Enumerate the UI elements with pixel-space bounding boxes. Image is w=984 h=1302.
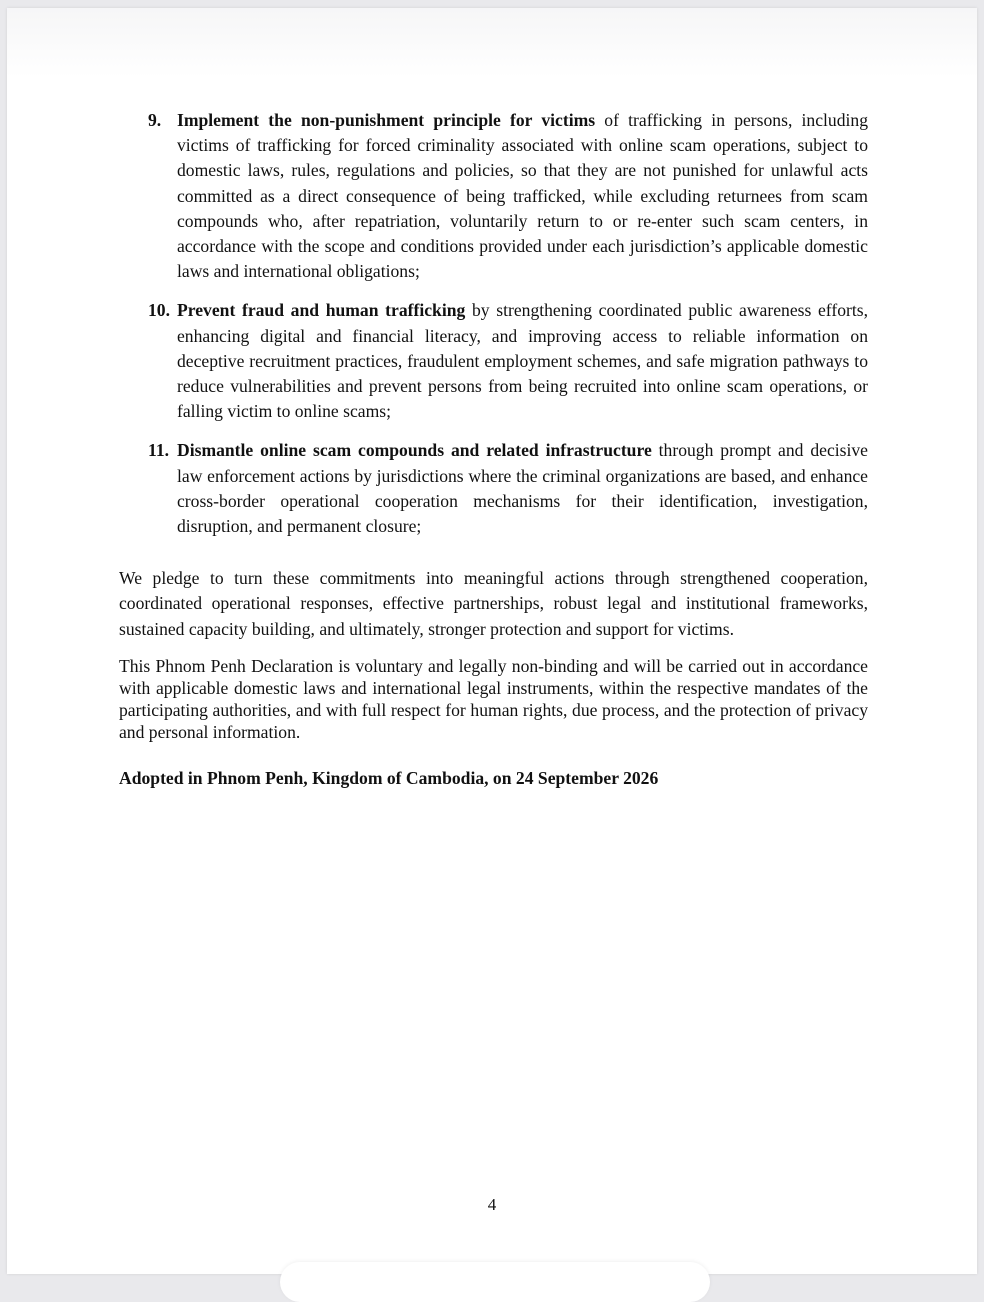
page-top-shade <box>7 8 977 78</box>
viewer-bottom-bar <box>280 1262 710 1302</box>
list-item-text: of trafficking in persons, including victims of trafficking for forced criminality associated with online scam operations, subject to domestic laws, rules, regulations and policies, so that they are not punished for unlawful acts committed as a direct consequence of being trafficked, while excluding returnees from scam compounds who, after repatriation, voluntarily return to or re-enter such scam centers, in accordance with the scope and conditions provided under each jurisdiction’s applicable domestic laws and international obligations; <box>177 110 868 282</box>
list-item-10 <box>119 298 868 424</box>
list-item-text: through prompt and decisive law enforcement actions by jurisdictions where the criminal organizations are based, and enhance cross-border operational cooperation mechanisms for their identification, investigation, disruption, and permanent closure; <box>177 440 868 537</box>
page-number: 4 <box>487 1195 497 1214</box>
list-item-heading: Dismantle online scam compounds and related infrastructure <box>177 440 652 461</box>
document-body <box>119 108 868 804</box>
declaration-paragraph: This Phnom Penh Declaration is voluntary and legally non-binding and will be carried out in accordance with applicable domestic laws and international legal instruments, within the respective mandates of the participating authorities, and with full respect for human rights, due process, and the protection of privacy and personal information. <box>119 655 868 743</box>
list-item-11 <box>119 438 868 539</box>
list-item-heading: Implement the non-punishment principle for victims <box>177 110 596 130</box>
adoption-statement: Adopted in Phnom Penh, Kingdom of Cambodia, on 24 September 2026 <box>119 767 659 788</box>
list-item-text: by strengthening coordinated public awareness efforts, enhancing digital and financial literacy, and improving access to reliable information on deceptive recruitment practices, fraudulent employment schemes, and safe migration pathways to reduce vulnerabilities and prevent persons from being recruited into online scam operations, or falling victim to online scams; <box>177 300 868 422</box>
list-item-heading: Prevent fraud and human trafficking <box>177 300 466 321</box>
document-page <box>7 8 977 1274</box>
list-item-number: 9. <box>148 110 162 130</box>
list-item-number: 10. <box>148 300 170 321</box>
list-item-9 <box>119 108 868 284</box>
pledge-paragraph: We pledge to turn these commitments into meaningful actions through strengthened cooperation, coordinated operational responses, effective partnerships, robust legal and institutional frameworks, sustained capacity building, and ultimately, stronger protection and support for victims. <box>119 568 868 639</box>
list-item-number: 11. <box>148 440 170 461</box>
